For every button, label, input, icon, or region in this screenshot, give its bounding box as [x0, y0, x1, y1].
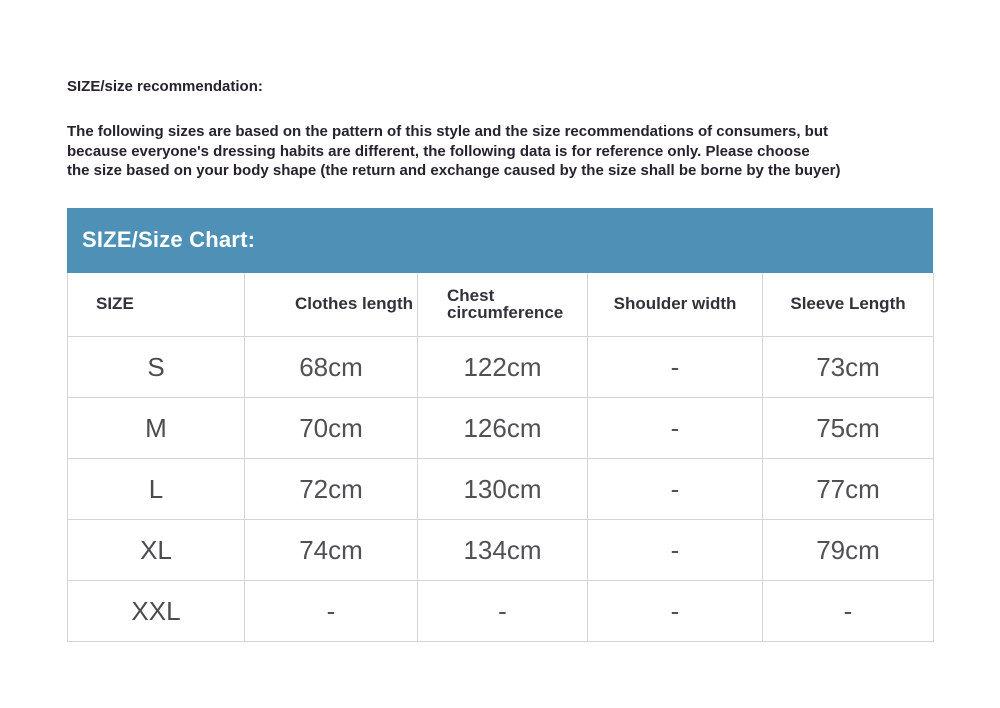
size-row-s [68, 337, 934, 398]
chest-circumference-cell: 130cm [418, 459, 588, 520]
size-table-header-row [68, 273, 934, 337]
sleeve-length-cell: 77cm [763, 459, 934, 520]
shoulder-width-cell: - [588, 398, 763, 459]
size-row-xl [68, 520, 934, 581]
sleeve-length-cell: 79cm [763, 520, 934, 581]
row-size-label: M [68, 398, 245, 459]
chest-circumference-cell: 134cm [418, 520, 588, 581]
clothes-length-cell: 68cm [245, 337, 418, 398]
clothes-length-cell: 72cm [245, 459, 418, 520]
size-chart-title-bar [67, 208, 933, 273]
chest-circumference-cell: 122cm [418, 337, 588, 398]
size-table [67, 273, 934, 643]
clothes-length-cell: 74cm [245, 520, 418, 581]
size-recommendation-heading: SIZE/size recommendation: [67, 78, 263, 95]
size-disclaimer-paragraph [67, 122, 933, 181]
row-size-label: S [68, 337, 245, 398]
row-size-label: XL [68, 520, 245, 581]
chest-circumference-cell: 126cm [418, 398, 588, 459]
row-size-label: XXL [68, 581, 245, 642]
shoulder-width-cell: - [588, 337, 763, 398]
chest-circumference-cell: - [418, 581, 588, 642]
shoulder-width-cell: - [588, 581, 763, 642]
sleeve-length-cell: - [763, 581, 934, 642]
size-chart-title: SIZE/Size Chart: [82, 227, 256, 252]
sleeve-length-cell: 73cm [763, 337, 934, 398]
size-row-l [68, 459, 934, 520]
size-row-m [68, 398, 934, 459]
row-size-label: L [68, 459, 245, 520]
disclaimer-line: because everyone's dressing habits are different, the following data is for reference only. Please choose [67, 142, 810, 160]
size-row-xxl [68, 581, 934, 642]
disclaimer-line: the size based on your body shape (the return and exchange caused by the size shall be borne by the buyer) [67, 162, 841, 179]
clothes-length-cell: - [245, 581, 418, 642]
clothes-length-cell: 70cm [245, 398, 418, 459]
disclaimer-line: The following sizes are based on the pattern of this style and the size recommendations of consumers, but [67, 123, 828, 140]
column-header-clothes-length: Clothes length [245, 273, 418, 337]
column-header-chest-circumference: Chest circumference [418, 273, 588, 337]
page-content [0, 77, 1000, 642]
shoulder-width-cell: - [588, 520, 763, 581]
shoulder-width-cell: - [588, 459, 763, 520]
sleeve-length-cell: 75cm [763, 398, 934, 459]
column-header-sleeve-length: Sleeve Length [763, 273, 934, 337]
column-header-shoulder-width: Shoulder width [588, 273, 763, 337]
column-header-size: SIZE [68, 273, 245, 337]
